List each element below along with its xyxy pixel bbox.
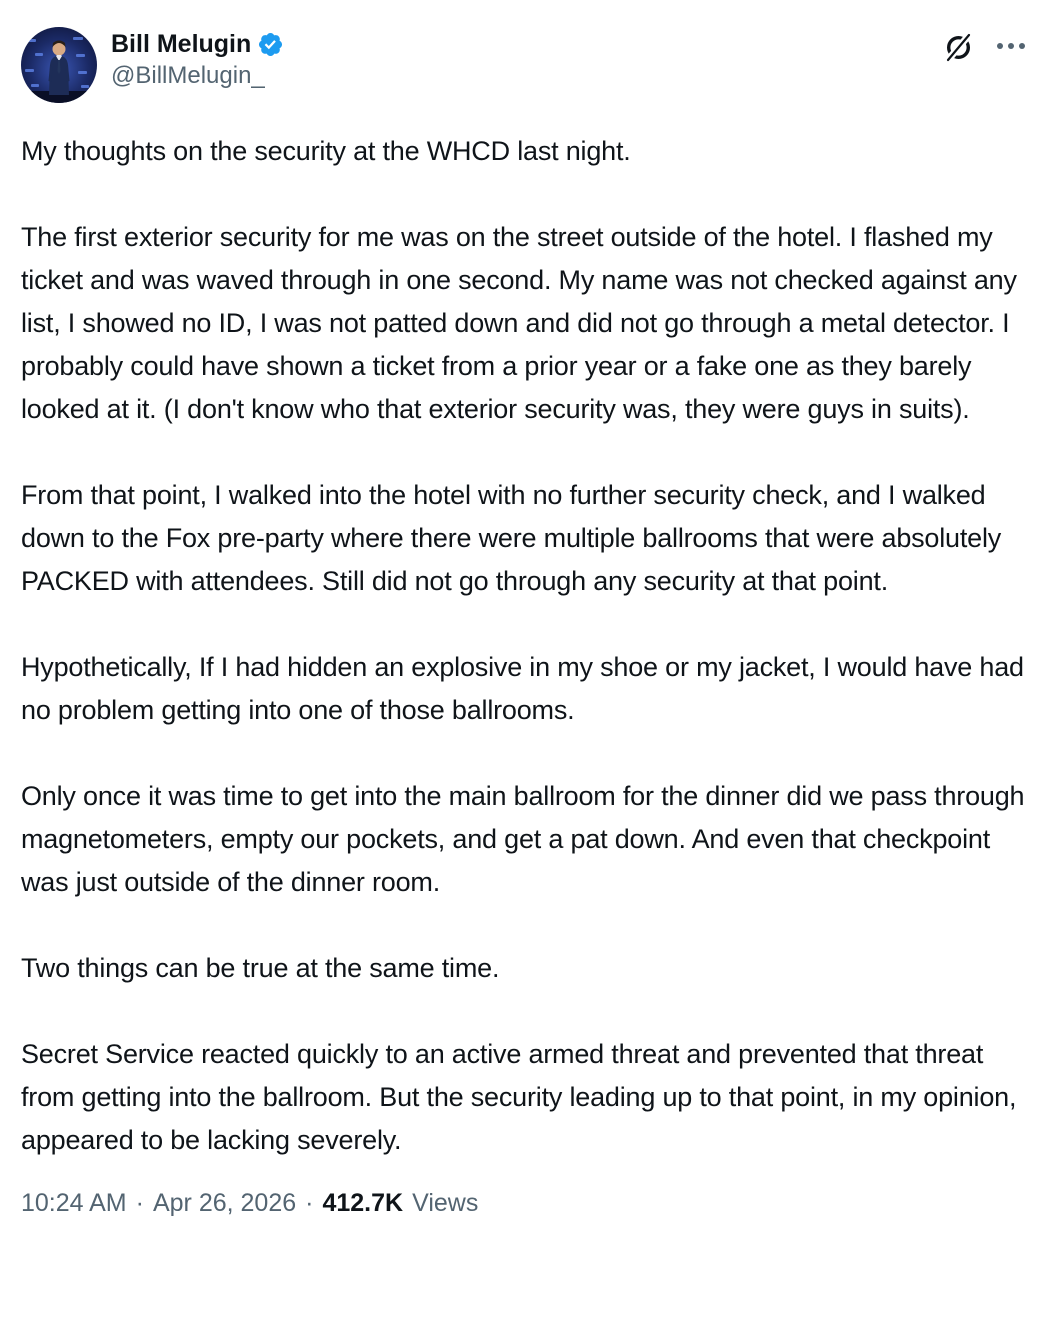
tweet-paragraph: My thoughts on the security at the WHCD last night. <box>21 136 631 166</box>
tweet-header <box>21 24 1025 103</box>
tweet-paragraph: Only once it was time to get into the main ballroom for the dinner did we pass through magnetometers, empty our pockets, and get a pat down. And even that checkpoint was just outside of the dinner room. <box>21 781 1032 897</box>
author-name-row <box>111 28 942 60</box>
timestamp-date: Apr 26, 2026 <box>152 1189 297 1217</box>
tweet-paragraph: From that point, I walked into the hotel with no further security check, and I walked down to the Fox pre-party where there were multiple ballrooms that were absolutely PACKED with attendees. Still did not go through any security at that point. <box>21 480 1009 596</box>
tweet-text <box>21 130 1032 1162</box>
header-actions <box>942 24 1025 65</box>
more-button[interactable] <box>997 43 1025 55</box>
more-ellipsis-icon <box>997 43 1025 55</box>
views-label: Views <box>412 1189 479 1217</box>
verified-badge-icon <box>257 31 284 58</box>
dot-separator: · <box>135 1189 144 1217</box>
timestamp-time: 10:24 AM <box>21 1189 127 1217</box>
avatar[interactable] <box>21 27 97 103</box>
tweet-paragraph: Two things can be true at the same time. <box>21 953 500 983</box>
grok-icon <box>942 32 975 65</box>
tweet-footer <box>21 1188 1025 1219</box>
avatar-image <box>21 27 97 103</box>
grok-button[interactable] <box>942 32 975 65</box>
author-name[interactable]: Bill Melugin <box>111 30 252 58</box>
tweet-paragraph: The first exterior security for me was on the street outside of the hotel. I flashed my ticket and was waved through in one second. My name was not checked against any list, I showed no ID, I was not patted down and did not go through a metal detector. I probably could have shown a ticket from a prior year or a fake one as they barely looked at it. (I don't know who that exterior security was, they were guys in suits). <box>21 222 1025 424</box>
author-handle[interactable]: @BillMelugin_ <box>111 62 265 89</box>
tweet-paragraph: Secret Service reacted quickly to an active armed threat and prevented that threat from getting into the ballroom. But the security leading up to that point, in my opinion, appeared to be lacking severely. <box>21 1039 1024 1155</box>
author-block <box>111 24 942 91</box>
views-count: 412.7K <box>322 1189 404 1217</box>
tweet-paragraph: Hypothetically, If I had hidden an explosive in my shoe or my jacket, I would have had no problem getting into one of those ballrooms. <box>21 652 1032 725</box>
dot-separator: · <box>305 1189 314 1217</box>
